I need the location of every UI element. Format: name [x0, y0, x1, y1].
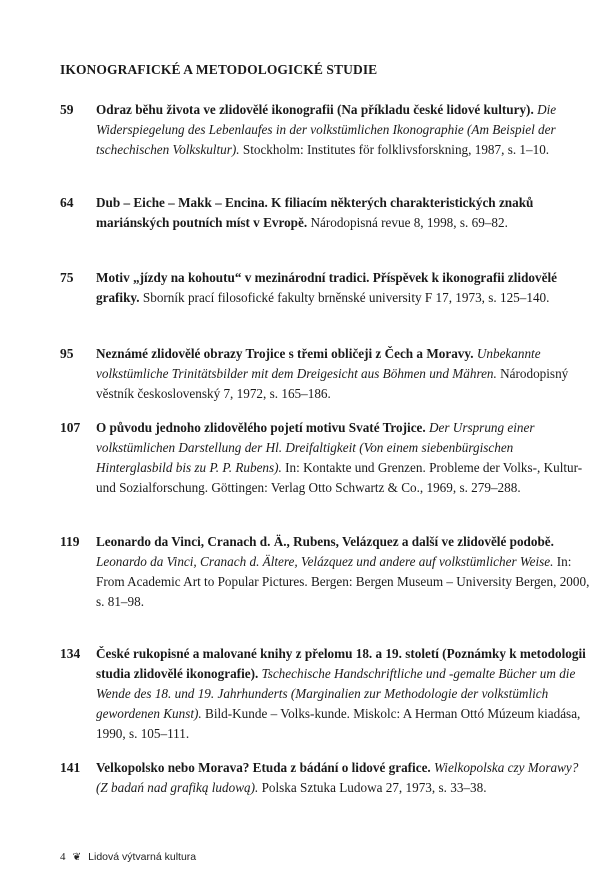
entry-publication: Národopisná revue 8, 1998, s. 69–82.: [310, 215, 508, 230]
ornament-icon: ❦: [72, 851, 82, 863]
bibliography-entry-134: [60, 644, 590, 744]
entry-page-number: 75: [60, 270, 74, 285]
entry-title: Motiv „jízdy na kohoutu“ v mezinárodní tradici. Příspěvek k ikonografii zlidovělé grafiky.: [96, 270, 557, 305]
bibliography-entry-75: [60, 268, 590, 308]
entry-subtitle: Der Ursprung einer volkstümlichen Darstellung der Hl. Dreifaltigkeit (Von einem siebenbürgischen Hinterglasbild bis zu P. P. Rubens).: [96, 420, 535, 475]
bibliography-entry-107: [60, 418, 590, 498]
entry-page-number: 59: [60, 102, 74, 117]
entry-page-number: 64: [60, 195, 74, 210]
entry-page-number: 141: [60, 760, 81, 775]
entry-publication: In: From Academic Art to Popular Pictures. Bergen: Bergen Museum – University Bergen, 2000, s. 81–98.: [96, 554, 590, 609]
bibliography-entry-119: [60, 532, 590, 612]
bibliography-entry-141: [60, 758, 590, 798]
bibliography-entry-95: [60, 344, 590, 404]
bibliography-entry-59: [60, 100, 590, 160]
footer-journal-title: Lidová výtvarná kultura: [88, 851, 197, 863]
entry-publication: Bild-Kunde – Volks-kunde. Miskolc: A Herman Ottó Múzeum kiadása, 1990, s. 105–111.: [96, 706, 581, 741]
entry-page-number: 134: [60, 646, 81, 661]
entry-page-number: 107: [60, 420, 81, 435]
entry-title: O původu jednoho zlidovělého pojetí motivu Svaté Trojice.: [96, 420, 426, 435]
entry-title: Dub – Eiche – Makk – Encina. K filiacím některých charakteristických znaků mariánských poutních míst v Evropě.: [96, 195, 534, 230]
entry-publication: In: Kontakte und Grenzen. Probleme der Volks-, Kultur- und Sozialforschung. Göttingen: Verlag Otto Schwartz & Co., 1969, s. 279–288.: [96, 460, 583, 495]
entry-title: Odraz běhu života ve zlidovělé ikonografii (Na příkladu české lidové kultury).: [96, 102, 534, 117]
entry-title: Leonardo da Vinci, Cranach d. Ä., Rubens, Velázquez a další ve zlidovělé podobě.: [96, 534, 554, 549]
footer-page-number: 4: [60, 851, 66, 863]
bibliography-entry-64: [60, 193, 590, 233]
entry-publication: Sborník prací filosofické fakulty brněnské university F 17, 1973, s. 125–140.: [142, 290, 550, 305]
entry-subtitle: Wielkopolska czy Morawy? (Z badań nad grafiką ludową).: [96, 760, 579, 795]
entry-publication: Stockholm: Institutes för folklivsforskning, 1987, s. 1–10.: [242, 142, 550, 157]
entry-subtitle: Tschechische Handschriftliche und -gemalte Bücher um die Wende des 18. und 19. Jahrhunderts (Marginalien zur Methodologie der volkstümlich gewordenen Kunst).: [96, 666, 576, 721]
entry-page-number: 95: [60, 346, 74, 361]
entry-title: Neznámé zlidovělé obrazy Trojice s třemi obličeji z Čech a Moravy.: [96, 346, 474, 361]
entry-page-number: 119: [60, 534, 80, 549]
entry-subtitle: Leonardo da Vinci, Cranach d. Ältere, Velázquez und andere auf volkstümlicher Weise.: [96, 554, 554, 569]
entry-publication: Národopisný věstník československý 7, 1972, s. 165–186.: [96, 366, 569, 401]
section-heading: IKONOGRAFICKÉ A METODOLOGICKÉ STUDIE: [60, 62, 378, 77]
page-footer: [60, 851, 196, 863]
entry-subtitle: Unbekannte volkstümliche Trinitätsbilder mit dem Dreigesicht aus Böhmen und Mähren.: [96, 346, 541, 381]
entry-subtitle: Die Widerspiegelung des Lebenlaufes in der volkstümlichen Ikonographie (Am Beispiel der tschechischen Volkskultur).: [96, 102, 557, 157]
entry-title: České rukopisné a malované knihy z přelomu 18. a 19. století (Poznámky k metodologii studia zlidovělé ikonografie).: [96, 646, 586, 681]
entry-title: Velkopolsko nebo Morava? Etuda z bádání o lidové grafice.: [96, 760, 431, 775]
entry-publication: Polska Sztuka Ludowa 27, 1973, s. 33–38.: [261, 780, 487, 795]
